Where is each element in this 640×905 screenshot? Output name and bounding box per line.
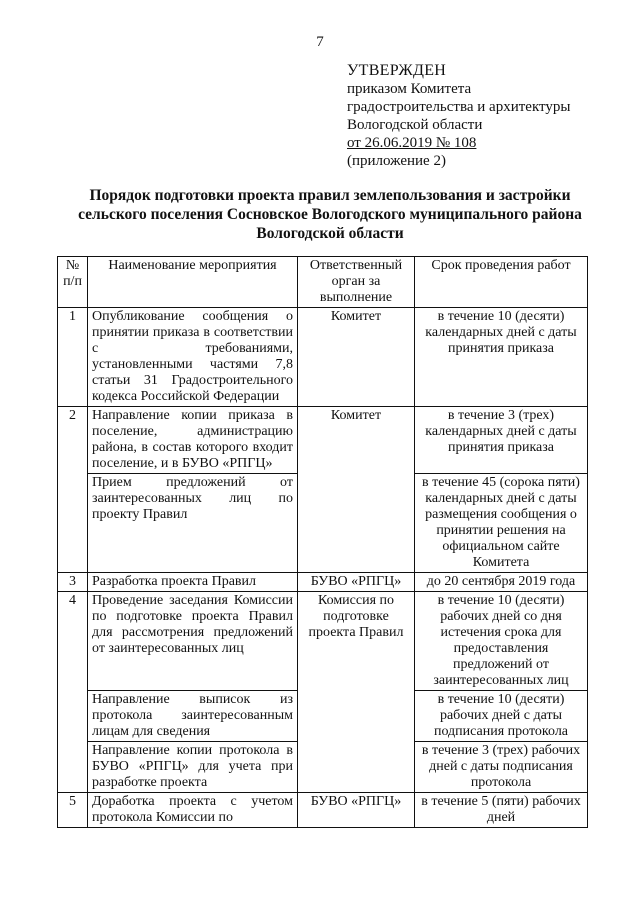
row-name: Направление копии приказа в поселение, администрацию района, в состав которого входит поселение, и в БУВО «РПГЦ» [88, 407, 298, 474]
approval-line-2: градостроительства и архитектуры [347, 99, 571, 115]
header-responsible: Ответственный орган за выполнение [298, 257, 415, 308]
row-term: в течение 3 (трех) календарных дней с даты принятия приказа [415, 407, 588, 474]
table-header-row [58, 257, 588, 308]
title-line-2: сельского поселения Сосновское Вологодского муниципального района [78, 206, 582, 223]
row-responsible: Комитет [298, 407, 415, 573]
row-responsible: БУВО «РПГЦ» [298, 793, 415, 828]
row-term: в течение 45 (сорока пяти) календарных дней с даты размещения сообщения о принятии решения на официальном сайте Комитета [415, 474, 588, 573]
document-title [60, 186, 600, 243]
row-name: Направление выписок из протокола заинтересованным лицам для сведения [88, 691, 298, 742]
title-line-3: Вологодской области [256, 225, 404, 242]
approval-order: от 26.06.2019 № 108 [347, 135, 477, 151]
row-responsible: Комиссия по подготовке проекта Правил [298, 592, 415, 793]
row-name: Проведение заседания Комиссии по подготовке проекта Правил для рассмотрения предложений от заинтересованных лиц [88, 592, 298, 691]
row-name: Опубликование сообщения о принятии приказа в соответствии с требованиями, установленными частями 7,8 статьи 31 Градостроительного кодекса Российской Федерации [88, 308, 298, 407]
row-num: 1 [58, 308, 88, 407]
table-row [58, 592, 588, 691]
header-term: Срок проведения работ [415, 257, 588, 308]
row-num: 4 [58, 592, 88, 793]
row-name: Разработка проекта Правил [88, 573, 298, 592]
approval-stamp [347, 62, 570, 170]
table-row [58, 793, 588, 828]
row-name: Прием предложений от заинтересованных лиц по проекту Правил [88, 474, 298, 573]
row-term: в течение 10 (десяти) рабочих дней со дня истечения срока для предоставления предложений от заинтересованных лиц [415, 592, 588, 691]
approval-heading: УТВЕРЖДЕН [347, 62, 447, 79]
row-name: Направление копии протокола в БУВО «РПГЦ» для учета при разработке проекта [88, 742, 298, 793]
row-name: Доработка проекта с учетом протокола Комиссии по [88, 793, 298, 828]
row-responsible: Комитет [298, 308, 415, 407]
table-row [58, 308, 588, 407]
row-num: 3 [58, 573, 88, 592]
table-row [58, 407, 588, 474]
row-responsible: БУВО «РПГЦ» [298, 573, 415, 592]
header-name: Наименование мероприятия [88, 257, 298, 308]
title-line-1: Порядок подготовки проекта правил землепользования и застройки [89, 187, 571, 204]
page-number: 7 [316, 34, 324, 50]
header-num: № п/п [58, 257, 88, 308]
row-term: в течение 5 (пяти) рабочих дней [415, 793, 588, 828]
approval-line-3: Вологодской области [347, 117, 483, 133]
row-term: в течение 3 (трех) рабочих дней с даты подписания протокола [415, 742, 588, 793]
approval-line-1: приказом Комитета [347, 81, 472, 97]
row-num: 2 [58, 407, 88, 573]
row-term: до 20 сентября 2019 года [415, 573, 588, 592]
table-row [58, 573, 588, 592]
row-term: в течение 10 (десяти) рабочих дней с даты подписания протокола [415, 691, 588, 742]
procedure-table [57, 256, 588, 828]
row-num: 5 [58, 793, 88, 828]
row-term: в течение 10 (десяти) календарных дней с даты принятия приказа [415, 308, 588, 407]
approval-appendix: (приложение 2) [347, 153, 446, 169]
